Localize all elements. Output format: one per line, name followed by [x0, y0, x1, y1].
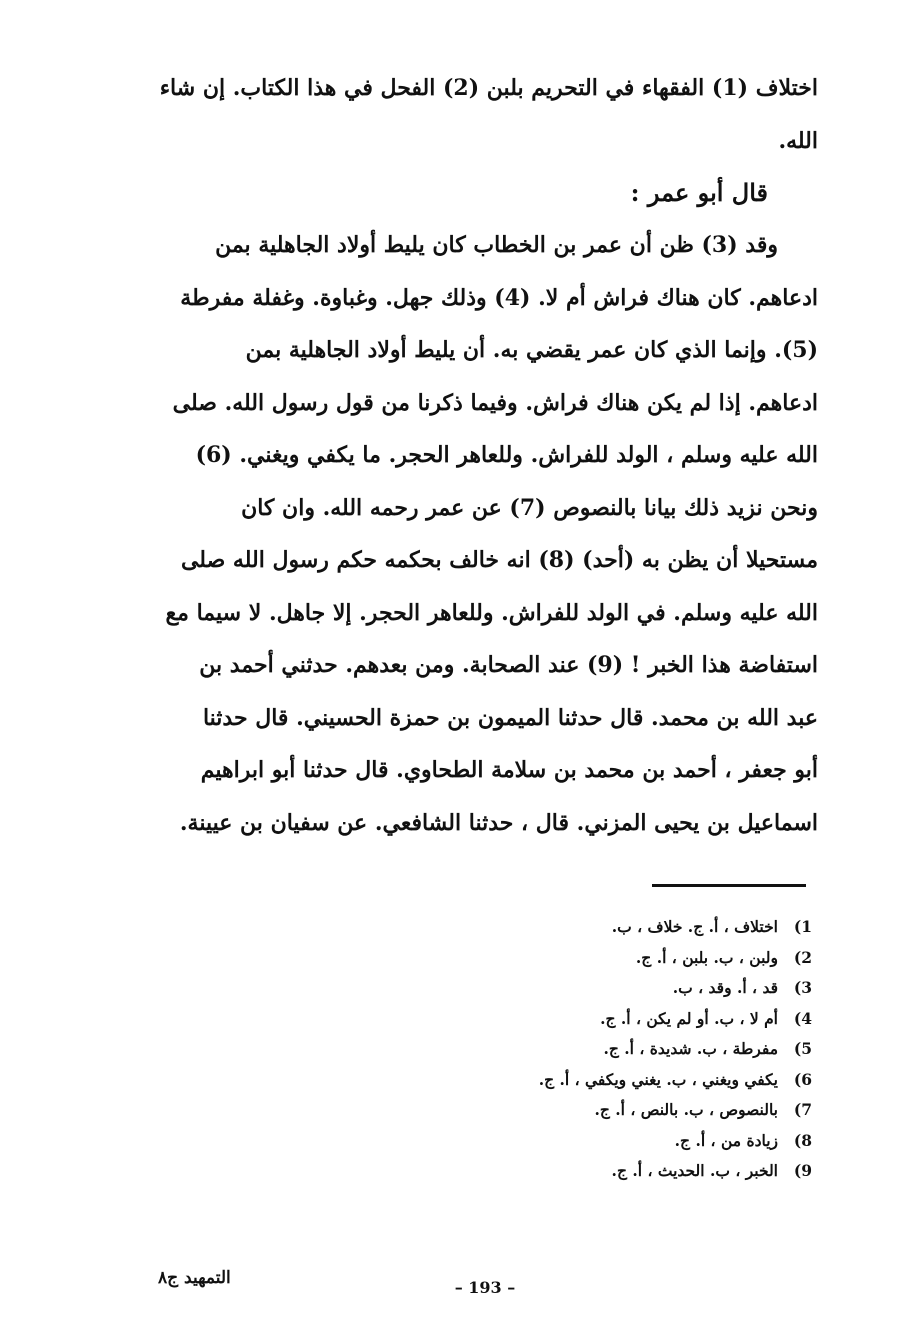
text-line: الله. [778, 127, 818, 154]
main-text [138, 62, 818, 849]
footnote-item [420, 1156, 812, 1187]
footnote-text: قد ، أ. وقد ، ب. [672, 978, 778, 997]
text-line: الله عليه وسلم ، الولد للفراش. وللعاهر الحجر. ما يكفي ويغني. (6) [195, 442, 818, 468]
footnote-text: أم لا ، ب. أو لم يكن ، أ. ج. [600, 1008, 778, 1028]
footnote-text: ولبن ، ب. بلبن ، أ. ج. [635, 947, 778, 967]
text-line: عبد الله بن محمد. قال حدثنا الميمون بن حمزة الحسيني. قال حدثنا [202, 704, 818, 731]
book-title-footer: التمهيد ج٨ [158, 1268, 231, 1288]
text-line: اختلاف (1) الفقهاء في التحريم بلبن (2) الفحل في هذا الكتاب. إن شاء [159, 75, 818, 101]
footnote-number: 7) [793, 1100, 812, 1119]
footnote-text: الخبر ، ب. الحديث ، أ. ج. [611, 1161, 778, 1180]
footnote-item [420, 1004, 812, 1035]
footnote-text: اختلاف ، أ. ج. خلاف ، ب. [611, 917, 778, 936]
footnote-number: 9) [793, 1161, 812, 1180]
text-line: ونحن نزيد ذلك بيانا بالنصوص (7) عن عمر رحمه الله. وان كان [241, 494, 818, 521]
text-line: اسماعيل بن يحيى المزني. قال ، حدثنا الشافعي. عن سفيان بن عيينة. [179, 809, 818, 836]
footnote-item [420, 1095, 812, 1126]
footnote-item [420, 1126, 812, 1157]
footnote-item [420, 1034, 812, 1065]
footnote-text: يكفي ويغني ، ب. يغني ويكفي ، أ. ج. [538, 1069, 778, 1089]
footnote-number: 1) [793, 917, 812, 936]
text-line: مستحيلا أن يظن به (أحد) (8) انه خالف بحكمه حكم رسول الله صلى [180, 547, 818, 573]
footnote-divider [652, 884, 806, 887]
text-line: وقد (3) ظن أن عمر بن الخطاب كان يليط أولاد الجاهلية بمن [215, 232, 778, 258]
section-heading: قال أبو عمر : [630, 178, 768, 207]
text-line: استفاضة هذا الخبر ! (9) عند الصحابة. ومن بعدهم. حدثني أحمد بن [199, 652, 818, 678]
footnote-number: 4) [793, 1008, 812, 1028]
footnote-number: 6) [793, 1069, 812, 1089]
footnote-number: 2) [793, 947, 812, 967]
footnote-item [420, 1065, 812, 1096]
footnote-item [420, 912, 812, 943]
footnote-text: مفرطة ، ب. شديدة ، أ. ج. [603, 1039, 778, 1058]
footnote-text: بالنصوص ، ب. بالنص ، أ. ج. [594, 1100, 778, 1119]
footnote-number: 3) [793, 978, 812, 997]
footnote-text: زيادة من ، أ. ج. [674, 1130, 778, 1150]
footnote-item [420, 943, 812, 974]
footnote-number: 8) [793, 1130, 812, 1150]
footnote-number: 5) [793, 1039, 812, 1058]
text-line: ادعاهم. كان هناك فراش أم لا. (4) وذلك جهل. وغباوة. وغفلة مفرطة [180, 284, 818, 311]
page-number: – 193 – [454, 1278, 516, 1297]
text-line: (5). وإنما الذي كان عمر يقضي به. أن يليط أولاد الجاهلية بمن [245, 337, 818, 363]
text-line: الله عليه وسلم. في الولد للفراش. وللعاهر الحجر. إلا جاهل. لا سيما مع [165, 599, 818, 626]
footnotes [420, 912, 812, 1187]
text-line: ادعاهم. إذا لم يكن هناك فراش. وفيما ذكرنا من قول رسول الله. صلى [172, 389, 818, 416]
footnote-item [420, 973, 812, 1004]
text-line: أبو جعفر ، أحمد بن محمد بن سلامة الطحاوي. قال حدثنا أبو ابراهيم [200, 757, 818, 783]
